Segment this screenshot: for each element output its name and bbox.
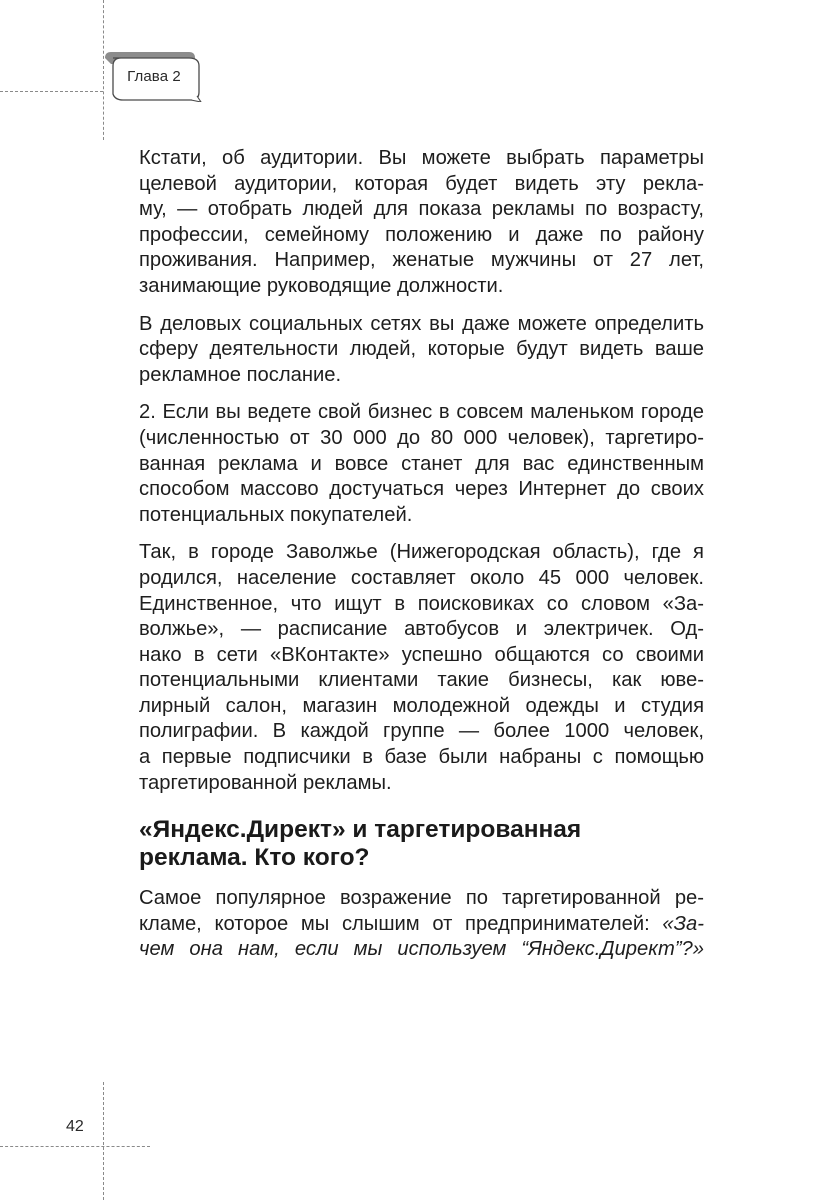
text-line: (численностью от 30 000 до 80 000 человек), таргетиро- <box>139 426 704 449</box>
paragraph-objection <box>139 886 704 963</box>
text-line: Так, в городе Заволжье (Нижегородская область), где я <box>139 541 704 564</box>
crop-mark-top-horizontal <box>0 91 103 92</box>
text-line: ванная реклама и вовсе станет для вас единственным <box>139 452 704 475</box>
heading-line: «Яндекс.Директ» и таргетированная <box>139 816 582 844</box>
text-line: нако в сети «ВКонтакте» успешно общаются со своими <box>139 643 704 666</box>
text-line-mixed <box>139 912 704 938</box>
page-content <box>139 146 704 975</box>
text-segment: кламе, которое мы слышим от предпринимателей: <box>139 912 663 935</box>
crop-mark-bottom-horizontal <box>0 1146 150 1147</box>
text-line: В деловых социальных сетях вы даже можете определить <box>139 312 704 335</box>
paragraph-audience <box>139 146 704 300</box>
paragraph-zavolzhye <box>139 540 704 796</box>
chapter-label: Глава 2 <box>127 68 181 85</box>
crop-mark-bottom-vertical <box>103 1082 104 1200</box>
italic-quote-segment: «За- <box>662 912 704 935</box>
text-line: полиграфии. В каждой группе — более 1000 человек, <box>139 720 704 743</box>
text-line: профессии, семейному положению и даже по району <box>139 223 704 246</box>
text-line: занимающие руководящие должности. <box>139 274 504 297</box>
heading-line: реклама. Кто кого? <box>139 844 370 872</box>
page-number: 42 <box>66 1118 84 1135</box>
text-line: потенциальных покупателей. <box>139 503 413 526</box>
text-line: волжье», — расписание автобусов и электричек. Од- <box>139 618 704 641</box>
text-line: таргетированной рекламы. <box>139 771 392 794</box>
text-line: целевой аудитории, которая будет видеть эту рекла- <box>139 172 704 195</box>
text-line: Кстати, об аудитории. Вы можете выбрать параметры <box>139 147 704 169</box>
text-line: потенциальными клиентами такие бизнесы, как юве- <box>139 669 704 692</box>
text-line: способом массово достучаться через Интернет до своих <box>139 478 704 501</box>
text-line: родился, население составляет около 45 000 человек. <box>139 566 704 589</box>
text-line: лирный салон, магазин молодежной одежды и студия <box>139 694 704 717</box>
paragraph-business-networks <box>139 312 704 389</box>
text-line: а первые подписчики в базе были набраны с помощью <box>139 746 704 769</box>
paragraph-small-town <box>139 400 704 528</box>
text-line: Самое популярное возражение по таргетированной ре- <box>139 887 704 910</box>
italic-quote-line: чем она нам, если мы используем “Яндекс.Директ”?» <box>139 938 704 961</box>
section-heading <box>139 816 704 872</box>
text-line: 2. Если вы ведете свой бизнес в совсем маленьком городе <box>139 401 704 424</box>
text-line: проживания. Например, женатые мужчины от 27 лет, <box>139 249 704 272</box>
text-line: Единственное, что ищут в поисковиках со словом «За- <box>139 592 704 615</box>
text-line: сферу деятельности людей, которые будут видеть ваше <box>139 338 704 361</box>
text-line: рекламное послание. <box>139 363 342 386</box>
chapter-tab <box>103 52 203 102</box>
text-line: му, — отобрать людей для показа рекламы по возрасту, <box>139 198 704 221</box>
